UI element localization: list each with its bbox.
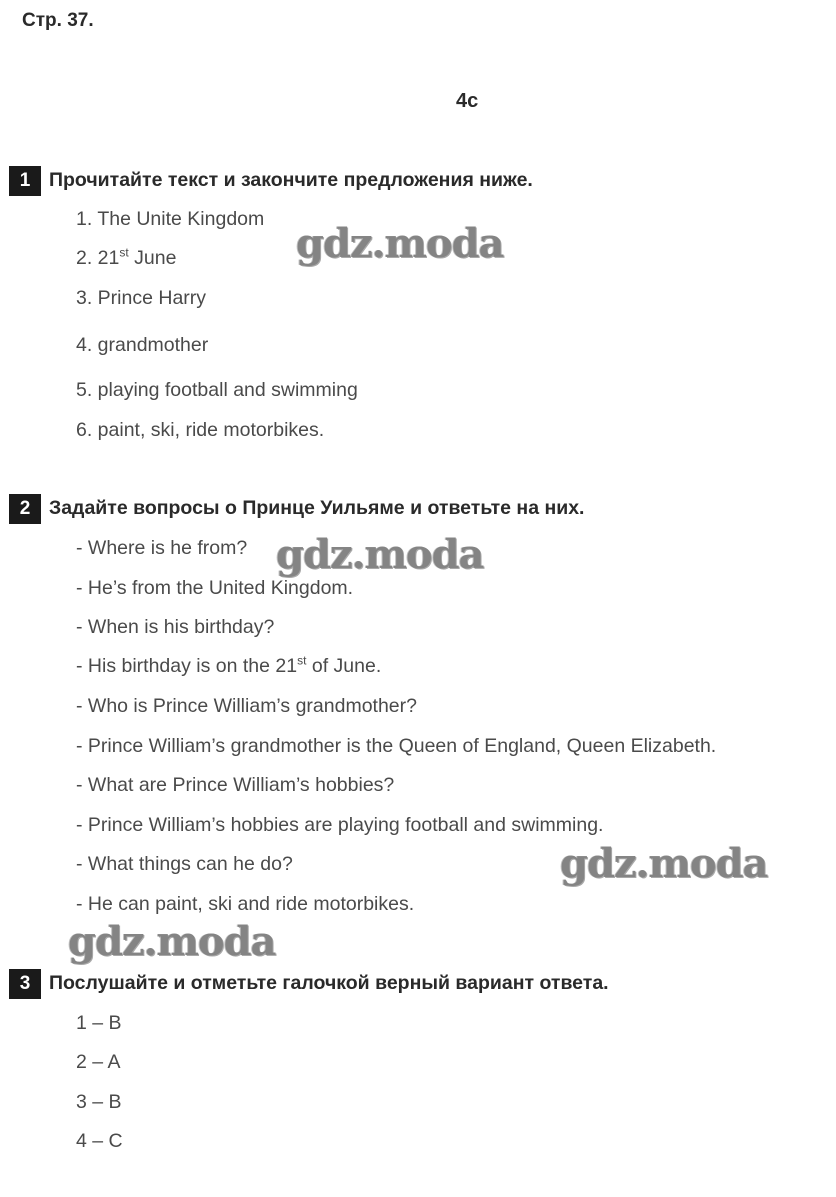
watermark-logo: gdz.moda [296,220,504,267]
answer-line: 5. playing football and swimming [76,379,358,401]
answer-line: 2 – A [76,1051,121,1073]
watermark-logo: gdz.moda [276,531,484,578]
lesson-title: 4c [456,90,479,112]
answer-line: 6. paint, ski, ride motorbikes. [76,419,325,441]
answer-line: - Prince William’s grandmother is the Queen of England, Queen Elizabeth. [76,735,717,757]
answer-line: - Where is he from? [76,537,248,559]
answer-text: of June. [306,655,382,677]
task-title: Задайте вопросы о Принце Уильяме и ответьте на них. [49,497,585,519]
answer-line: 4 – C [76,1130,123,1152]
ordinal-suffix: st [119,245,129,260]
page-label: Стр. 37. [22,10,94,31]
answer-line: - What things can he do? [76,853,293,875]
answer-line: - He can paint, ski and ride motorbikes. [76,893,415,915]
answer-text: June [128,247,177,269]
ordinal-suffix: st [297,653,307,668]
answer-line: - Prince William’s hobbies are playing football and swimming. [76,814,604,836]
answer-line: - What are Prince William’s hobbies? [76,774,395,796]
answer-line: 4. grandmother [76,334,209,356]
answer-line [76,655,381,678]
task-number-badge: 2 [9,494,41,524]
task-title: Прочитайте текст и закончите предложения ниже. [49,169,533,191]
answer-line: 1 – B [76,1012,122,1034]
task-title: Послушайте и отметьте галочкой верный вариант ответа. [49,972,609,994]
answer-line [76,247,176,270]
answer-line: - He’s from the United Kingdom. [76,577,354,599]
answer-line: 3. Prince Harry [76,287,207,309]
answer-line: - Who is Prince William’s grandmother? [76,695,417,717]
answer-line: - When is his birthday? [76,616,275,638]
watermark-logo: gdz.moda [560,840,768,887]
answer-text: 2. 21 [76,247,120,269]
task-number-badge: 3 [9,969,41,999]
answer-line: 1. The Unite Kingdom [76,208,265,230]
answer-line: 3 – B [76,1091,122,1113]
task-number-badge: 1 [9,166,41,196]
answer-text: - His birthday is on the 21 [76,655,298,677]
watermark-logo: gdz.moda [68,918,276,965]
